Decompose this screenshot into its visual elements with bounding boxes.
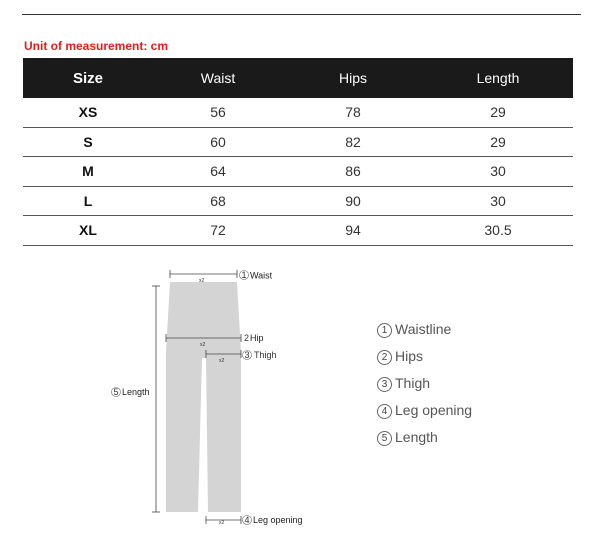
legend-number: 5 [377,431,392,446]
header-hips: Hips [283,58,423,98]
length-cell: 30 [423,157,573,187]
legend-label: Length [395,429,438,445]
pants-silhouette [166,282,241,512]
x2-mark: x2 [199,278,205,284]
hips-cell: 86 [283,157,423,187]
size-cell: XS [23,98,153,127]
length-measure [112,286,161,512]
legend-number: 4 [377,404,392,419]
length-cell: 29 [423,127,573,157]
size-cell: XL [23,216,153,246]
size-cell: S [23,127,153,157]
hips-cell: 90 [283,186,423,216]
legend-item-leg-opening [377,401,472,428]
measurement-legend [377,320,472,455]
legend-label: Leg opening [395,402,473,418]
table-row [23,186,573,216]
table-row [23,127,573,157]
header-size: Size [23,58,153,98]
waist-label: Waist [250,270,273,281]
x2-mark: x2 [219,358,225,364]
length-cell: 30.5 [423,216,573,246]
x2-mark: x2 [219,520,225,526]
x2-mark: x2 [200,342,206,348]
unit-label: Unit of measurement: cm [24,39,169,53]
legend-number: 1 [377,323,392,338]
legend-label: Waistline [395,321,452,337]
waist-measure [170,270,273,284]
waist-cell: 68 [153,186,283,216]
pants-measurement-diagram [100,262,320,532]
legend-item-waistline [377,320,472,347]
waist-number: 1 [241,270,247,280]
waist-cell: 72 [153,216,283,246]
waist-cell: 56 [153,98,283,127]
legend-label: Thigh [395,375,431,391]
hips-cell: 82 [283,127,423,157]
size-chart-table [23,58,573,246]
hip-number: 2 [244,333,250,343]
legend-item-thigh [377,374,472,401]
table-row [23,157,573,187]
legend-number: 2 [377,350,392,365]
hips-cell: 78 [283,98,423,127]
legend-number: 3 [377,377,392,392]
legend-item-hips [377,347,472,374]
hip-label: Hip [250,333,264,343]
leg-opening-number: 4 [244,515,250,525]
legend-item-length [377,428,472,455]
table-header-row [23,58,573,98]
thigh-label: Thigh [254,350,277,360]
length-number: 5 [113,387,119,397]
waist-cell: 60 [153,127,283,157]
top-divider [22,14,581,15]
header-waist: Waist [153,58,283,98]
length-label: Length [122,387,150,397]
size-cell: M [23,157,153,187]
thigh-number: 3 [244,350,250,360]
leg-opening-label: Leg opening [253,515,303,525]
legend-label: Hips [395,348,424,364]
header-length: Length [423,58,573,98]
table-row [23,98,573,127]
size-cell: L [23,186,153,216]
table-row [23,216,573,246]
waist-cell: 64 [153,157,283,187]
hips-cell: 94 [283,216,423,246]
leg-opening-measure [206,515,303,526]
length-cell: 29 [423,98,573,127]
length-cell: 30 [423,186,573,216]
